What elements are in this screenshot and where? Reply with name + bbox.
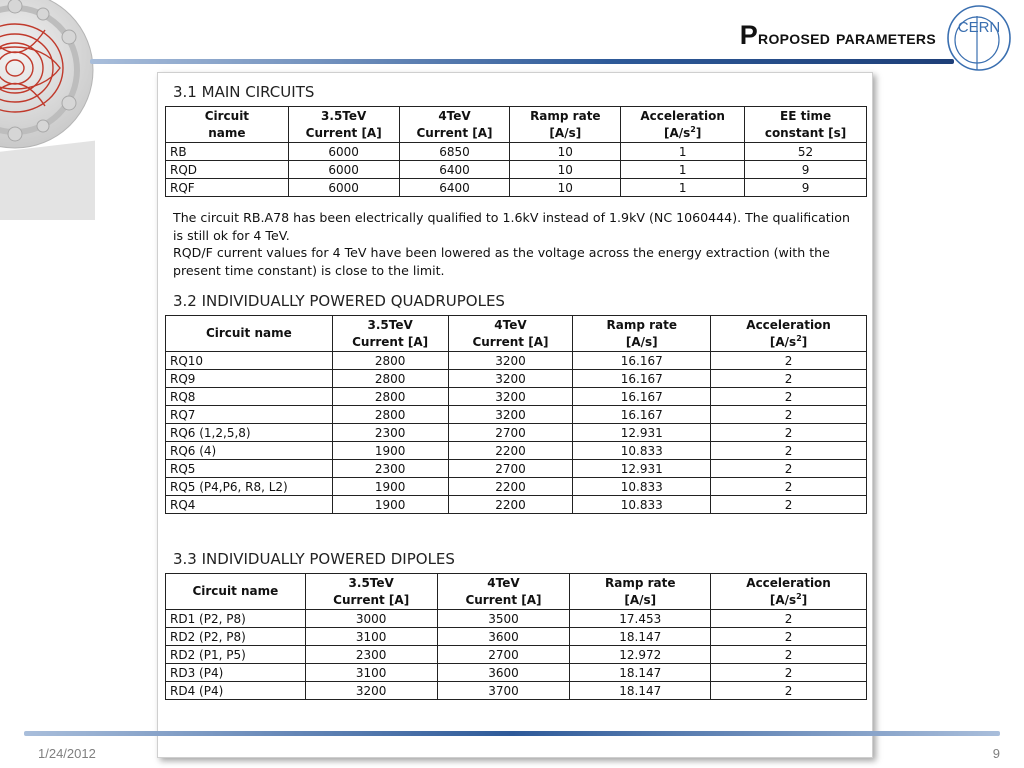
table-row <box>166 424 867 442</box>
circuit-name-cell: RQ10 <box>166 352 333 370</box>
column-header-line: 4TeV <box>438 108 471 123</box>
value-cell: 2 <box>711 610 867 628</box>
column-header-exponent: 2 <box>796 591 802 601</box>
column-header <box>570 574 711 610</box>
value-cell: 9 <box>745 161 867 179</box>
value-cell: 6850 <box>399 143 510 161</box>
column-header-line: [A/s] <box>624 592 657 607</box>
column-header-line: [A/s] <box>549 125 582 140</box>
section-quads-title: 3.2 INDIVIDUALLY POWERED QUADRUPOLES <box>173 292 505 310</box>
header-rule <box>90 59 954 64</box>
value-cell: 16.167 <box>573 388 711 406</box>
column-header-line: Circuit name <box>205 326 292 340</box>
main-table-body <box>166 143 867 197</box>
value-cell: 2200 <box>448 496 573 514</box>
column-header-line: [A/s <box>769 592 797 607</box>
table-row <box>166 143 867 161</box>
table-row <box>166 161 867 179</box>
value-cell: 3500 <box>437 610 570 628</box>
column-header <box>711 316 867 352</box>
section-main-title: 3.1 MAIN CIRCUITS <box>173 83 315 101</box>
value-cell: 12.931 <box>573 424 711 442</box>
value-cell: 6400 <box>399 179 510 197</box>
column-header-line: ] <box>801 334 808 349</box>
value-cell: 52 <box>745 143 867 161</box>
circuit-name-cell: RD2 (P1, P5) <box>166 646 306 664</box>
column-header-line: Circuit <box>204 108 250 123</box>
column-header-line: name <box>208 125 246 140</box>
value-cell: 3200 <box>448 370 573 388</box>
column-header-line: Current [A] <box>305 125 382 140</box>
detector-graphic-svg <box>0 0 95 220</box>
document-page <box>157 72 873 758</box>
table-row <box>166 388 867 406</box>
column-header-line: EE time <box>780 108 832 123</box>
value-cell: 12.972 <box>570 646 711 664</box>
footer-date: 1/24/2012 <box>38 746 96 761</box>
cern-logo-text: CERN <box>957 19 1001 36</box>
circuit-name-cell: RD4 (P4) <box>166 682 306 700</box>
value-cell: 10.833 <box>573 442 711 460</box>
column-header-line: [A/s <box>663 125 691 140</box>
value-cell: 3600 <box>437 664 570 682</box>
value-cell: 3200 <box>448 406 573 424</box>
value-cell: 2 <box>711 442 867 460</box>
column-header <box>573 316 711 352</box>
circuit-name-cell: RQ8 <box>166 388 333 406</box>
column-header <box>305 574 437 610</box>
value-cell: 3200 <box>448 352 573 370</box>
table-row <box>166 406 867 424</box>
value-cell: 2300 <box>332 460 448 478</box>
value-cell: 18.147 <box>570 664 711 682</box>
value-cell: 2800 <box>332 352 448 370</box>
dipoles-table-body <box>166 610 867 700</box>
value-cell: 3100 <box>305 664 437 682</box>
column-header <box>510 107 621 143</box>
value-cell: 12.931 <box>573 460 711 478</box>
column-header <box>745 107 867 143</box>
value-cell: 6000 <box>288 179 399 197</box>
column-header-line: 3.5TeV <box>321 108 367 123</box>
table-row <box>166 682 867 700</box>
value-cell: 2 <box>711 406 867 424</box>
column-header <box>288 107 399 143</box>
value-cell: 10.833 <box>573 478 711 496</box>
cern-logo <box>944 2 1014 74</box>
circuit-name-cell: RQ9 <box>166 370 333 388</box>
circuit-name-cell: RQ5 (P4,P6, R8, L2) <box>166 478 333 496</box>
value-cell: 2800 <box>332 406 448 424</box>
value-cell: 2200 <box>448 478 573 496</box>
table-row <box>166 442 867 460</box>
column-header-line: Circuit name <box>192 584 279 598</box>
value-cell: 6000 <box>288 143 399 161</box>
table-row <box>166 664 867 682</box>
value-cell: 10 <box>510 143 621 161</box>
main-note-2: RQD/F current values for 4 TeV have been lowered as the voltage across the energy extraction (with the present time constant) is close to the limit. <box>173 245 830 278</box>
slide-title-initial: P <box>739 20 759 50</box>
value-cell: 9 <box>745 179 867 197</box>
column-header-line: Acceleration <box>640 108 725 123</box>
column-header-line: Current [A] <box>472 334 549 349</box>
column-header <box>166 107 289 143</box>
value-cell: 1900 <box>332 478 448 496</box>
value-cell: 10 <box>510 179 621 197</box>
value-cell: 16.167 <box>573 370 711 388</box>
value-cell: 6400 <box>399 161 510 179</box>
column-header-exponent: 2 <box>796 333 802 343</box>
dipoles-table-header-row <box>166 574 867 610</box>
quadrupoles-table <box>165 315 867 514</box>
column-header-line: Current [A] <box>465 592 542 607</box>
column-header-line: Ramp rate <box>530 108 601 123</box>
column-header-line: Current [A] <box>352 334 429 349</box>
circuit-name-cell: RQ7 <box>166 406 333 424</box>
value-cell: 1900 <box>332 496 448 514</box>
column-header-line: Acceleration <box>746 317 831 332</box>
footer-rule <box>24 731 1000 736</box>
column-header-line: 4TeV <box>494 317 527 332</box>
column-header-line: ] <box>695 125 702 140</box>
table-row <box>166 370 867 388</box>
circuit-name-cell: RQ5 <box>166 460 333 478</box>
column-header-exponent: 2 <box>690 124 696 134</box>
column-header <box>448 316 573 352</box>
circuit-name-cell: RD3 (P4) <box>166 664 306 682</box>
quads-table-header-row <box>166 316 867 352</box>
value-cell: 17.453 <box>570 610 711 628</box>
circuit-name-cell: RB <box>166 143 289 161</box>
table-row <box>166 628 867 646</box>
column-header-line: Current [A] <box>333 592 410 607</box>
column-header-line: 3.5TeV <box>348 575 394 590</box>
circuit-name-cell: RD2 (P2, P8) <box>166 628 306 646</box>
value-cell: 2 <box>711 496 867 514</box>
column-header-line: Current [A] <box>416 125 493 140</box>
circuit-name-cell: RD1 (P2, P8) <box>166 610 306 628</box>
main-note-1: The circuit RB.A78 has been electrically qualified to 1.6kV instead of 1.9kV (NC 1060444). The qualification is still ok for 4 TeV. <box>173 210 850 243</box>
value-cell: 2800 <box>332 388 448 406</box>
value-cell: 1 <box>621 161 745 179</box>
column-header <box>332 316 448 352</box>
value-cell: 2 <box>711 628 867 646</box>
quads-table-body <box>166 352 867 514</box>
value-cell: 2700 <box>448 424 573 442</box>
value-cell: 2200 <box>448 442 573 460</box>
dipoles-table <box>165 573 867 700</box>
circuit-name-cell: RQ6 (1,2,5,8) <box>166 424 333 442</box>
value-cell: 1 <box>621 179 745 197</box>
column-header <box>166 574 306 610</box>
column-header <box>166 316 333 352</box>
slide-title <box>740 20 936 51</box>
column-header <box>621 107 745 143</box>
value-cell: 2 <box>711 352 867 370</box>
column-header <box>437 574 570 610</box>
page-number: 9 <box>992 746 1000 761</box>
value-cell: 1 <box>621 143 745 161</box>
cern-logo-icon <box>944 2 1014 74</box>
main-circuits-table <box>165 106 867 197</box>
value-cell: 2 <box>711 424 867 442</box>
value-cell: 2 <box>711 682 867 700</box>
value-cell: 10.833 <box>573 496 711 514</box>
value-cell: 16.167 <box>573 352 711 370</box>
column-header-line: 4TeV <box>487 575 520 590</box>
value-cell: 18.147 <box>570 628 711 646</box>
column-header-line: [A/s <box>769 334 797 349</box>
table-row <box>166 496 867 514</box>
circuit-name-cell: RQD <box>166 161 289 179</box>
value-cell: 18.147 <box>570 682 711 700</box>
column-header-line: constant [s] <box>764 125 847 140</box>
value-cell: 1900 <box>332 442 448 460</box>
column-header <box>711 574 867 610</box>
table-row <box>166 478 867 496</box>
column-header-line: Acceleration <box>746 575 831 590</box>
table-row <box>166 352 867 370</box>
value-cell: 2 <box>711 664 867 682</box>
value-cell: 2 <box>711 388 867 406</box>
section-dipoles-title: 3.3 INDIVIDUALLY POWERED DIPOLES <box>173 550 455 568</box>
column-header-line: [A/s] <box>625 334 658 349</box>
column-header-line: Ramp rate <box>606 317 677 332</box>
value-cell: 10 <box>510 161 621 179</box>
value-cell: 2300 <box>305 646 437 664</box>
value-cell: 3000 <box>305 610 437 628</box>
value-cell: 3200 <box>305 682 437 700</box>
column-header <box>399 107 510 143</box>
value-cell: 2 <box>711 646 867 664</box>
detector-graphic <box>0 0 95 220</box>
value-cell: 2 <box>711 478 867 496</box>
main-table-header-row <box>166 107 867 143</box>
circuit-name-cell: RQ6 (4) <box>166 442 333 460</box>
table-row <box>166 179 867 197</box>
circuit-name-cell: RQF <box>166 179 289 197</box>
column-header-line: ] <box>801 592 808 607</box>
value-cell: 2300 <box>332 424 448 442</box>
value-cell: 3100 <box>305 628 437 646</box>
value-cell: 16.167 <box>573 406 711 424</box>
table-row <box>166 646 867 664</box>
value-cell: 3700 <box>437 682 570 700</box>
table-row <box>166 610 867 628</box>
value-cell: 6000 <box>288 161 399 179</box>
value-cell: 3200 <box>448 388 573 406</box>
value-cell: 2800 <box>332 370 448 388</box>
table-row <box>166 460 867 478</box>
column-header-line: Ramp rate <box>605 575 676 590</box>
value-cell: 3600 <box>437 628 570 646</box>
slide-title-rest: roposed parameters <box>758 27 936 49</box>
value-cell: 2700 <box>437 646 570 664</box>
value-cell: 2700 <box>448 460 573 478</box>
column-header-line: 3.5TeV <box>367 317 413 332</box>
value-cell: 2 <box>711 460 867 478</box>
value-cell: 2 <box>711 370 867 388</box>
circuit-name-cell: RQ4 <box>166 496 333 514</box>
